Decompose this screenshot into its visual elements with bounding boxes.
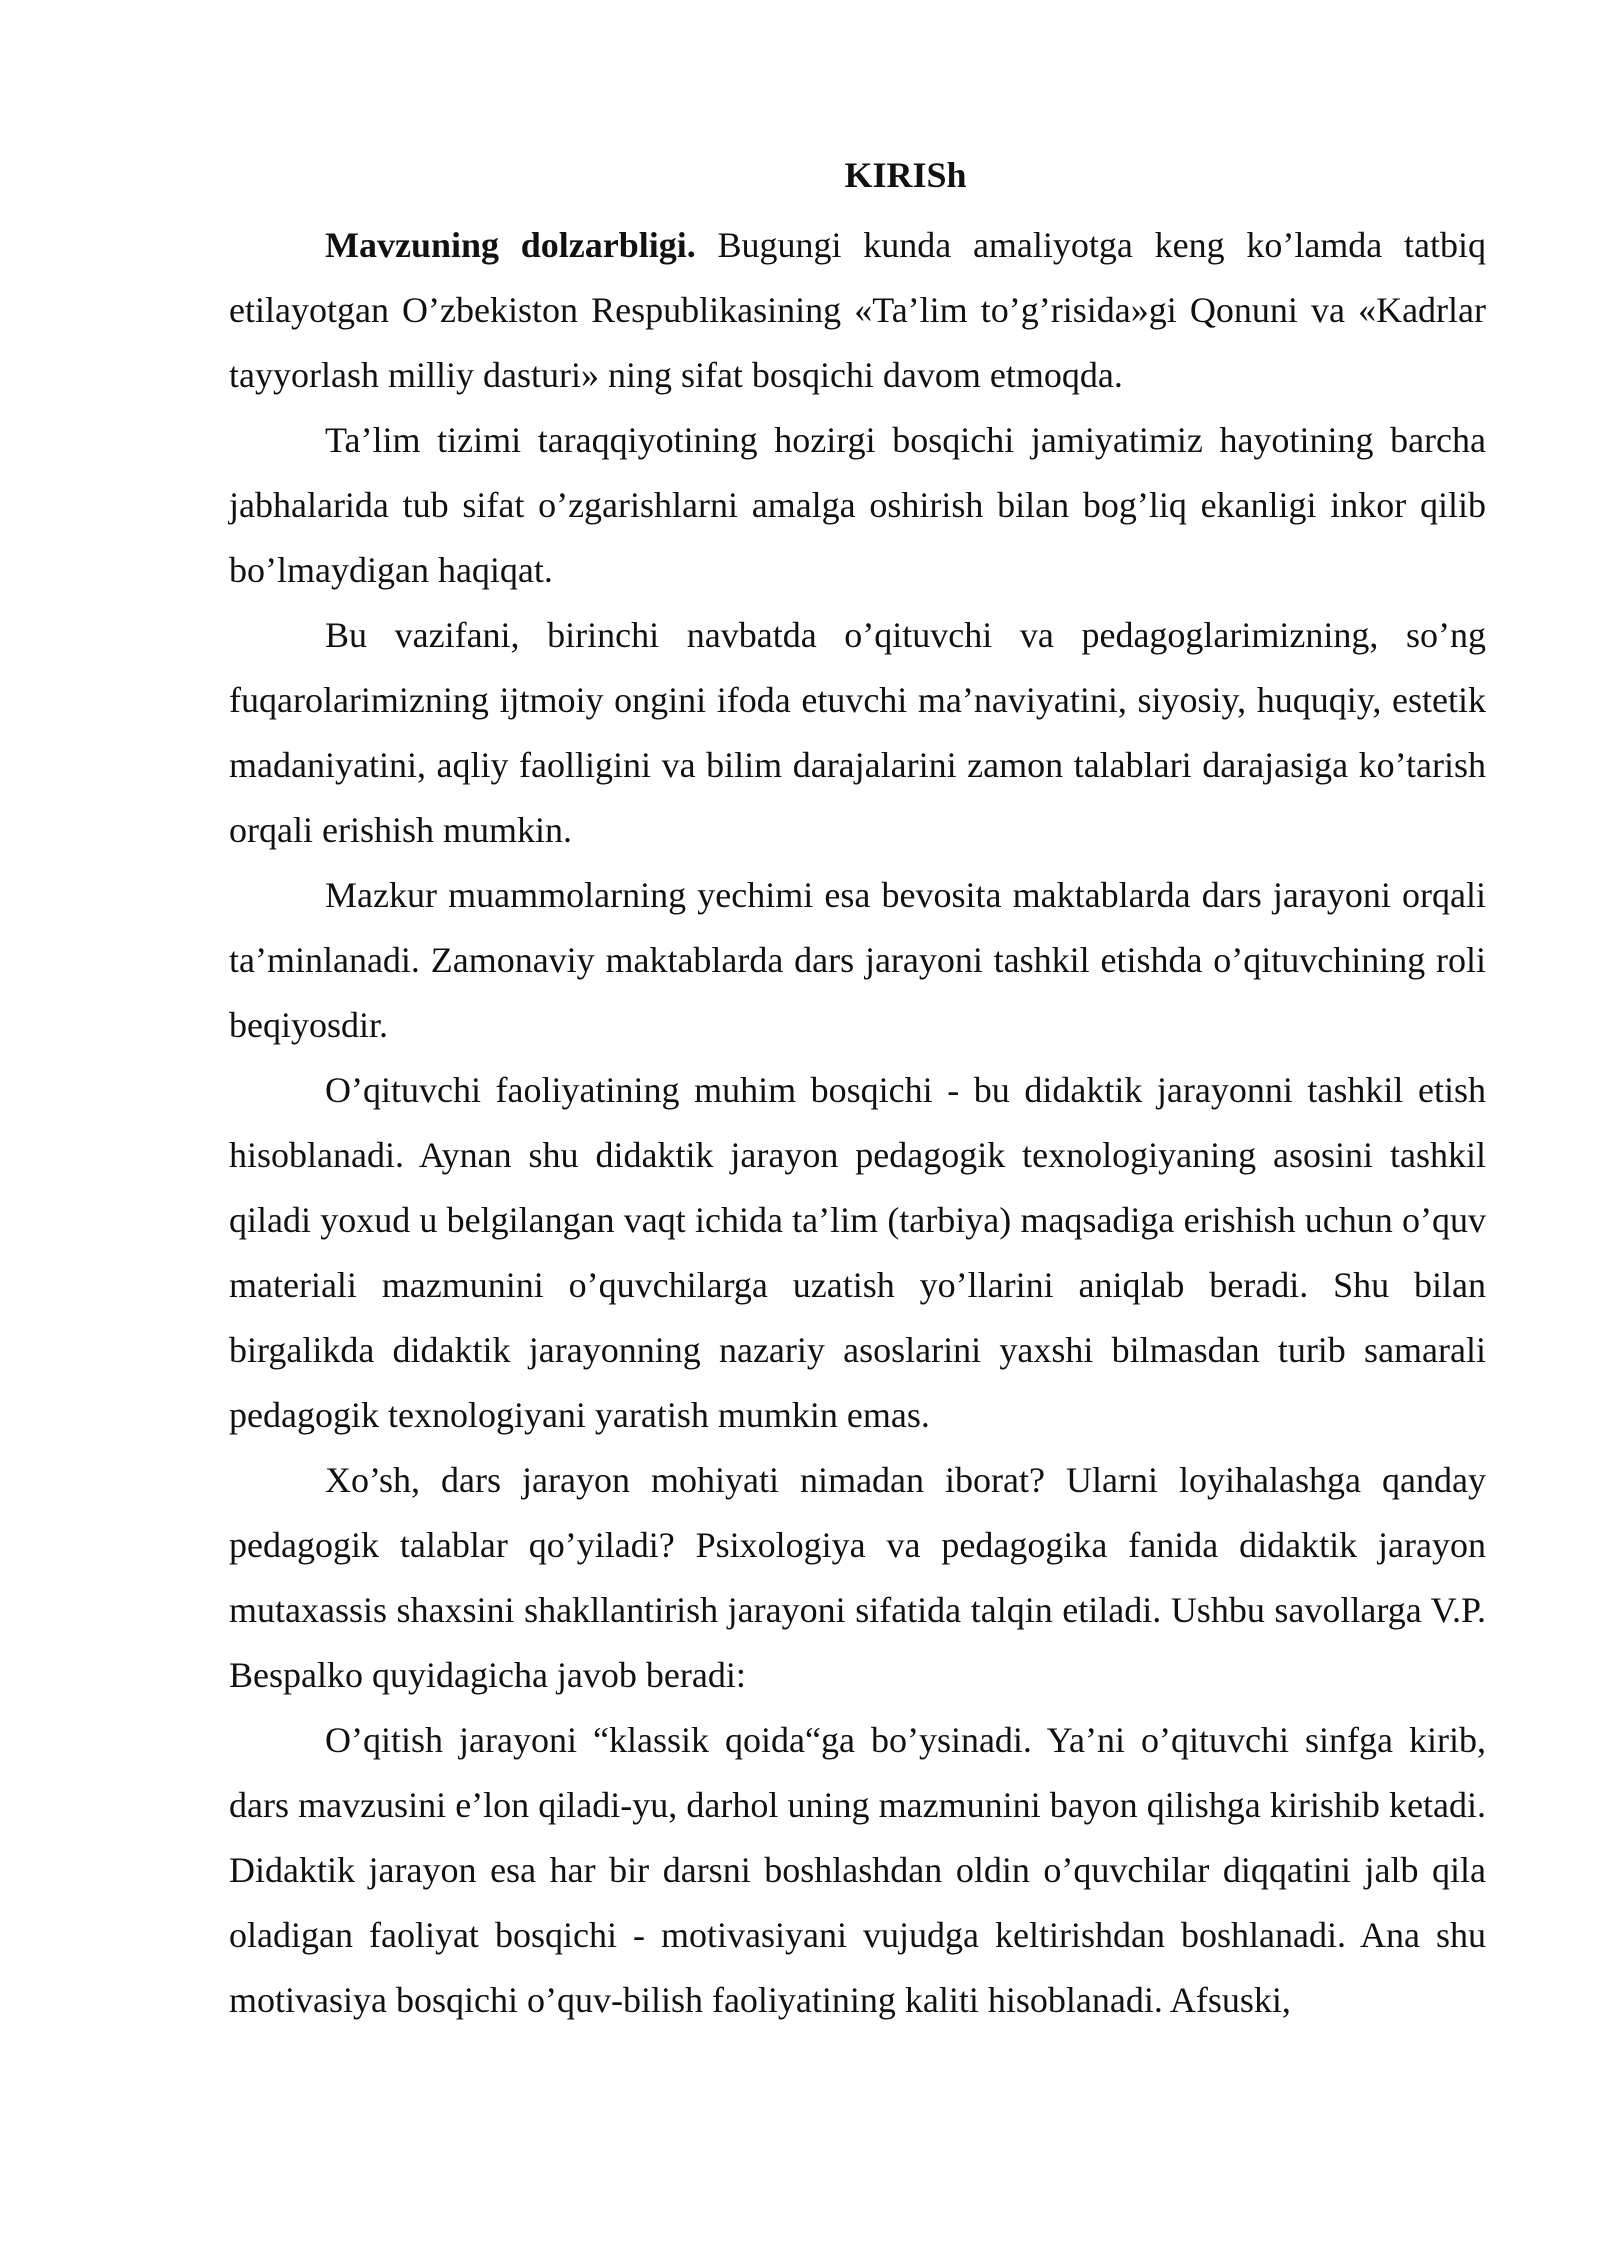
paragraph-lead-heading: Mavzuning dolzarbligi. — [325, 225, 696, 265]
paragraph: O’qituvchi faoliyatining muhim bosqichi - bu didaktik jarayonni tashkil etish hisoblanadi. Aynan shu didaktik jarayon pedagogik texnologiyaning asosini tashkil qiladi yoxud u belgilangan vaqt ichida ta’lim (tarbiya) maqsadiga erishish uchun o’quv materiali mazmunini o’quvchilarga uzatish yo’llarini aniqlab beradi. Shu bilan birgalikda didaktik jarayonning nazariy asoslarini yaxshi bilmasdan turib samarali pedagogik texnologiyani yaratish mumkin emas. — [229, 1070, 1486, 1435]
paragraph: Ta’lim tizimi taraqqiyotining hozirgi bosqichi jamiyatimiz hayotining barcha jabhalarida tub sifat o’zgarishlarni amalga oshirish bilan bog’liq ekanligi inkor qilib bo’lmaydigan haqiqat. — [229, 420, 1486, 590]
paragraph-relevance — [229, 213, 1486, 408]
paragraph: O’qitish jarayoni “klassik qoida“ga bo’ysinadi. Ya’ni o’qituvchi sinfga kirib, dars mavzusini e’lon qiladi-yu, darhol uning mazmunini bayon qilishga kirishib ketadi. Didaktik jarayon esa har bir darsni boshlashdan oldin o’quvchilar diqqatini jalb qila oladigan faoliyat bosqichi - motivasiyani vujudga keltirishdan boshlanadi. Ana shu motivasiya bosqichi o’quv-bilish faoliyatining kaliti hisoblanadi. Afsuski, — [229, 1720, 1486, 2020]
paragraph: Bu vazifani, birinchi navbatda o’qituvchi va pedagoglarimizning, so’ng fuqarolarimizning ijtmoiy ongini ifoda etuvchi ma’naviyatini, siyosiy, huquqiy, estetik madaniyatini, aqliy faolligini va bilim darajalarini zamon talablari darajasiga ko’tarish orqali erishish mumkin. — [229, 615, 1486, 850]
paragraph-text: Bugungi kunda amaliyotga keng ko’lamda tatbiq etilayotgan O’zbekiston Respublikasining «Ta’lim to’g’risida»gi Qonuni va «Kadrlar tayyorlash milliy dasturi» ning sifat bosqichi davom etmoqda. — [229, 225, 1486, 395]
document-body — [229, 148, 1486, 2033]
page-title: KIRISh — [844, 155, 967, 195]
paragraph: Mazkur muammolarning yechimi esa bevosita maktablarda dars jarayoni orqali ta’minlanadi. Zamonaviy maktablarda dars jarayoni tashkil etishda o’qituvchining roli beqiyosdir. — [229, 875, 1486, 1045]
paragraph: Xo’sh, dars jarayon mohiyati nimadan iborat? Ularni loyihalashga qanday pedagogik talablar qo’yiladi? Psixologiya va pedagogika fanida didaktik jarayon mutaxassis shaxsini shakllantirish jarayoni sifatida talqin etiladi. Ushbu savollarga V.P. Bespalko quyidagicha javob beradi: — [229, 1460, 1486, 1695]
